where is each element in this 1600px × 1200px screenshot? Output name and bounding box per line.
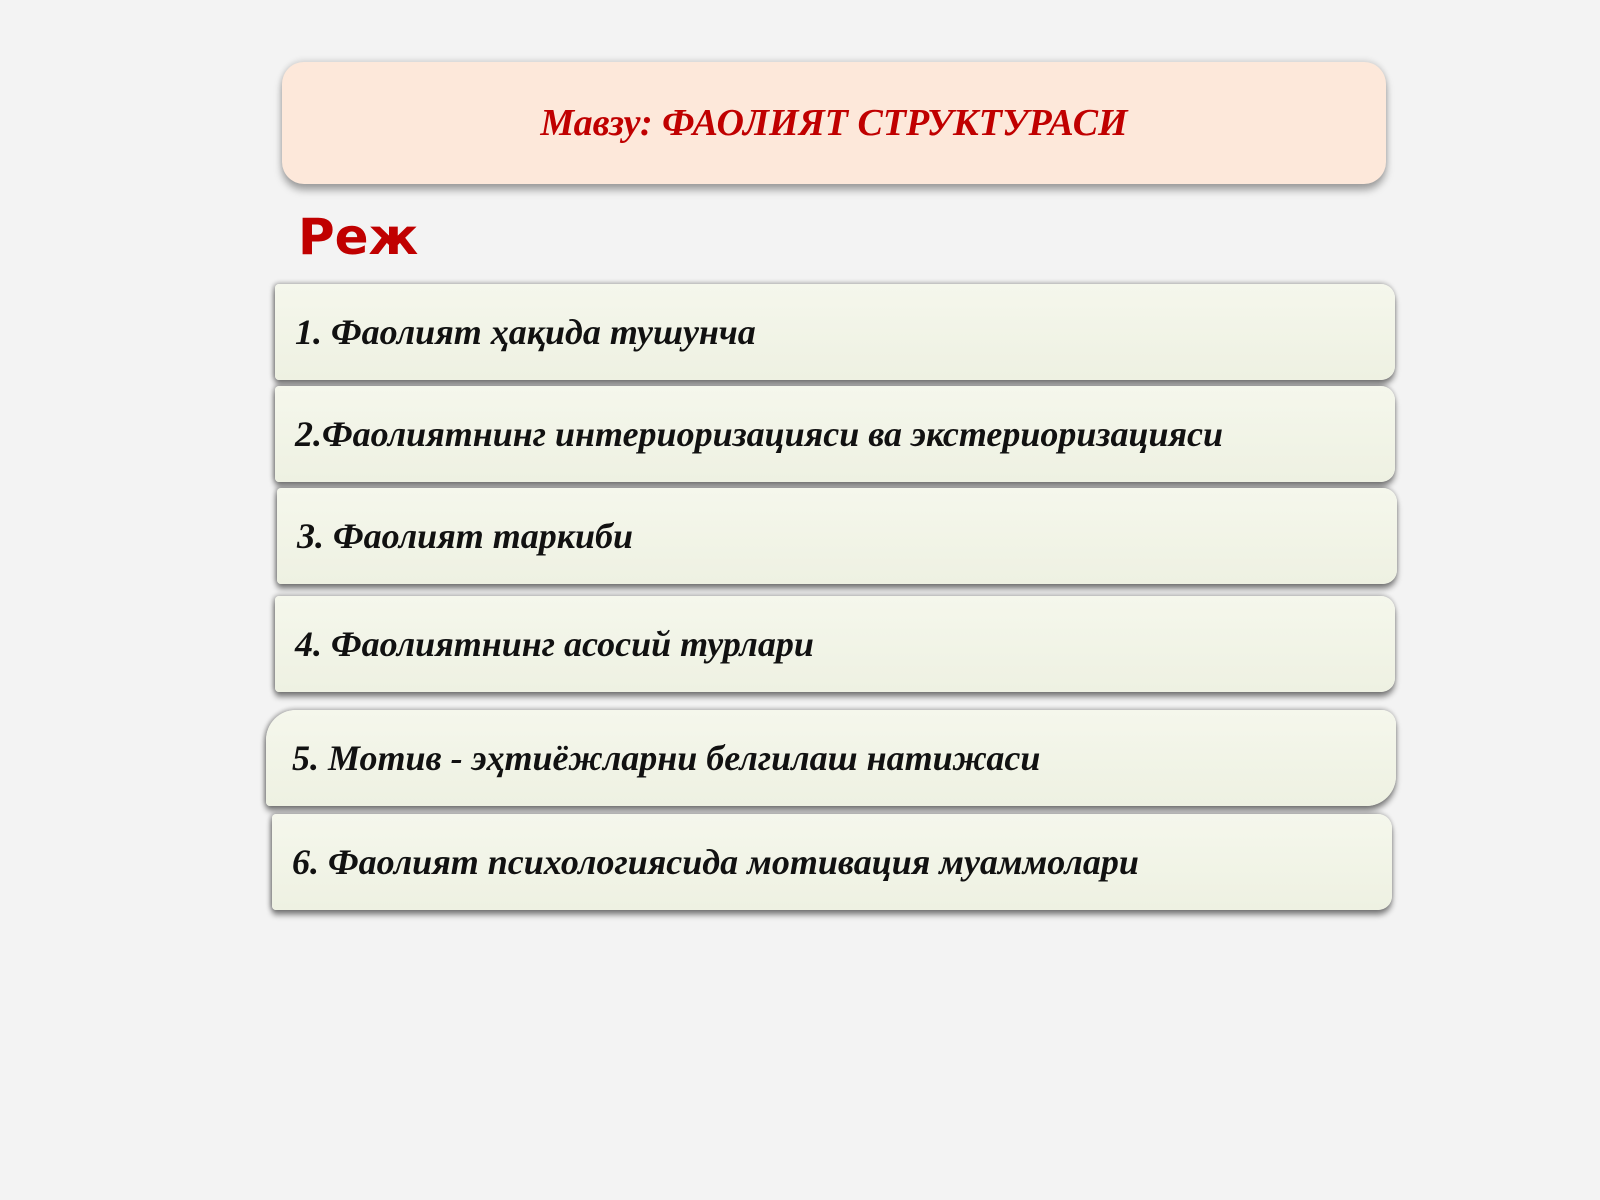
plan-item-text: 5. Мотив - эҳтиёжларни белгилаш натижаси <box>292 738 1041 778</box>
plan-item <box>277 488 1397 584</box>
plan-item-text: 2.Фаолиятнинг интериоризацияси ва экстериоризацияси <box>295 414 1224 454</box>
plan-item <box>275 284 1395 380</box>
plan-item <box>272 814 1392 910</box>
plan-item-text: 3. Фаолият таркиби <box>297 516 634 556</box>
plan-item <box>275 596 1395 692</box>
plan-item <box>266 710 1396 806</box>
plan-item <box>275 386 1395 482</box>
plan-item-text: 1. Фаолият ҳақида тушунча <box>295 312 756 352</box>
slide-title: Мавзу: ФАОЛИЯТ СТРУКТУРАСИ <box>540 102 1128 144</box>
title-box <box>282 62 1386 184</box>
plan-item-text: 6. Фаолият психологиясида мотивация муаммолари <box>292 842 1139 882</box>
plan-item-text: 4. Фаолиятнинг асосий турлари <box>295 624 814 664</box>
plan-heading: Реж <box>298 208 419 266</box>
